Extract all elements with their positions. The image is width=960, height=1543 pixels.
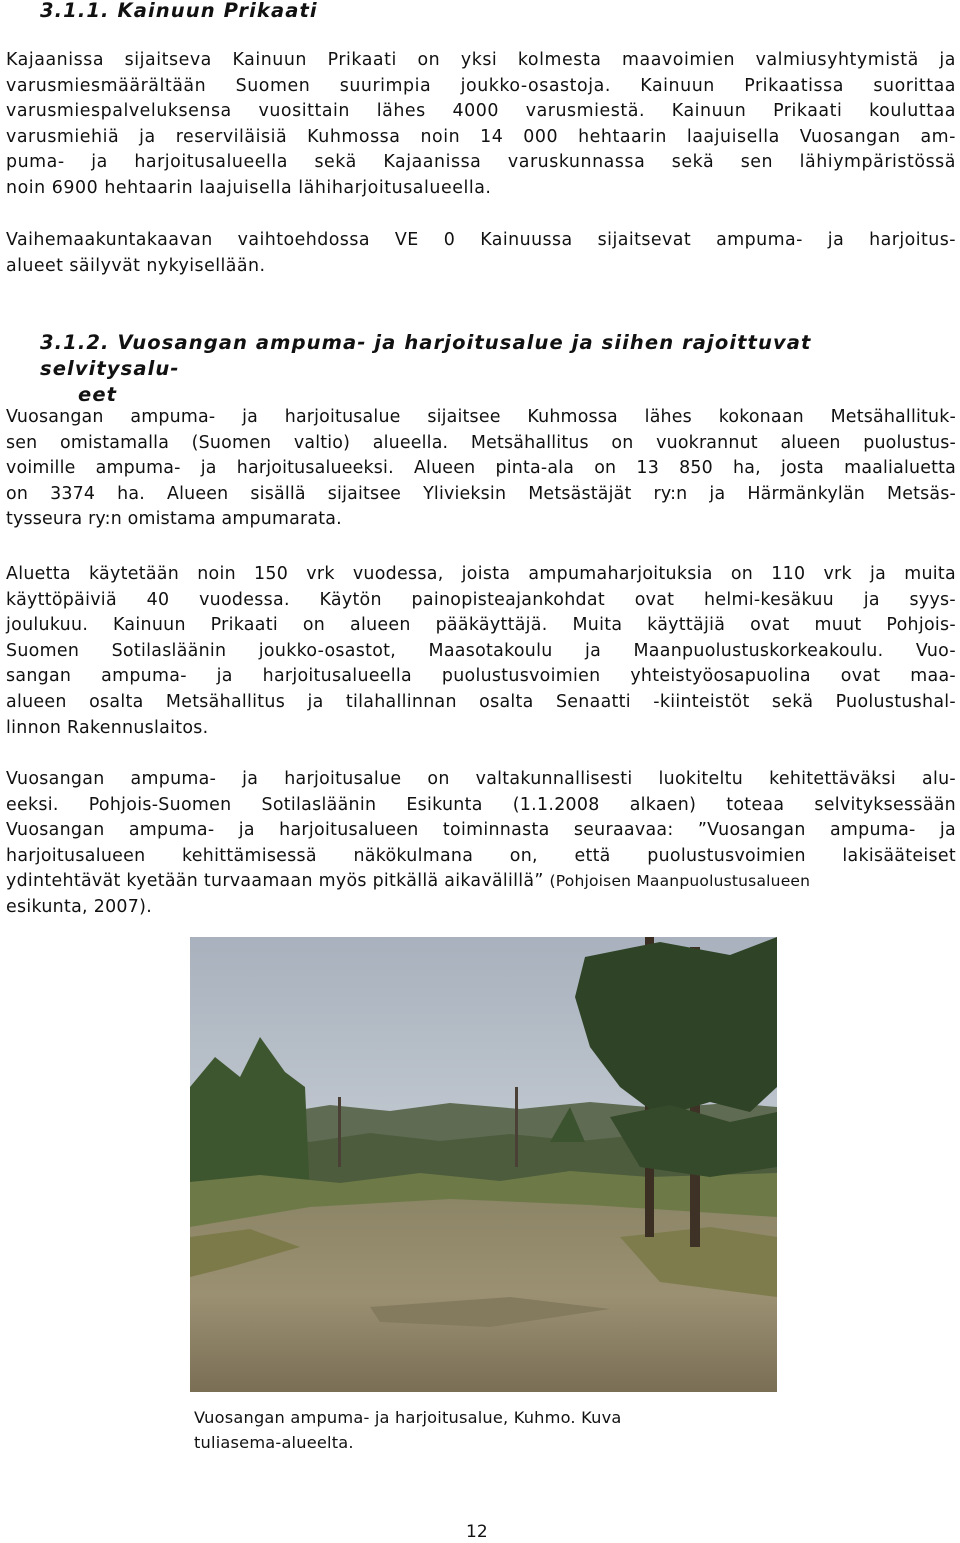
text-line: esikunta, 2007).: [6, 896, 153, 917]
gravel-ground: [190, 1199, 777, 1392]
figure-caption: [194, 1405, 754, 1455]
text-line: varusmiehiä ja reserviläisiä Kuhmossa noin 14 000 hehtaarin laajuisella Vuosangan am-: [6, 126, 956, 147]
paragraph: [6, 562, 956, 741]
paragraph: [6, 767, 956, 921]
section-title-line: eet: [78, 383, 118, 406]
text-line: voimille ampuma- ja harjoitusalueeksi. Alueen pinta-ala on 13 850 ha, josta maalialuetta: [6, 458, 956, 479]
page-number: 12: [466, 1522, 488, 1542]
distant-snag: [338, 1097, 341, 1167]
text-line: sen omistamalla (Suomen valtio) alueella. Metsähallitus on vuokrannut alueen puolustus-: [6, 432, 956, 453]
section-heading-vuosangan: [40, 330, 950, 408]
section-heading-kainuun-prikaati: [40, 0, 318, 24]
text-line: noin 6900 hehtaarin laajuisella lähiharjoitusalueella.: [6, 177, 492, 198]
text-line: Kajaanissa sijaitseva Kainuun Prikaati on yksi kolmesta maavoimien valmiusyhtymistä ja: [6, 50, 956, 70]
caption-line: tuliasema-alueelta.: [194, 1433, 354, 1452]
photo-illustration: [190, 937, 777, 1392]
text-line: käyttöpäiviä 40 vuodessa. Käytön painopisteajankohdat ovat helmi-kesäkuu ja syys-: [6, 589, 956, 610]
text-line: [6, 869, 956, 895]
paragraph: [6, 48, 956, 202]
text-line: Aluetta käytetään noin 150 vrk vuodessa, joista ampumaharjoituksia on 110 vrk ja muita: [6, 564, 956, 584]
text-line: on 3374 ha. Alueen sisällä sijaitsee Ylivieksin Metsästäjät ry:n ja Härmänkylän Metsäs-: [6, 483, 956, 504]
section-title-line: Vuosangan ampuma- ja harjoitusalue ja siihen rajoittuvat selvitysalu-: [40, 331, 812, 380]
paragraph: [6, 228, 956, 279]
text-line: harjoitusalueen kehittämisessä näkökulmana on, että puolustusvoimien lakisääteiset: [6, 845, 956, 866]
text-line: alueet säilyvät nykyisellään.: [6, 255, 266, 276]
caption-line: Vuosangan ampuma- ja harjoitusalue, Kuhmo. Kuva: [194, 1408, 622, 1427]
text-line: linnon Rakennuslaitos.: [6, 717, 209, 738]
text-line: tysseura ry:n omistama ampumarata.: [6, 509, 342, 530]
text-line: joulukuu. Kainuun Prikaati on alueen pääkäyttäjä. Muita käyttäjiä ovat muut Pohjois-: [6, 615, 956, 636]
distant-snag: [515, 1087, 518, 1167]
text-line: puma- ja harjoitusalueella sekä Kajaanissa varuskunnassa sekä sen lähiympäristössä: [6, 152, 956, 173]
paragraph: [6, 405, 956, 533]
text-line: varusmiespalveluksensa vuosittain lähes 4000 varusmiestä. Kainuun Prikaati kouluttaa: [6, 101, 956, 122]
quote-end-text: ydintehtävät kyetään turvaamaan myös pitkällä aikavälillä”: [6, 871, 544, 892]
text-line: Suomen Sotilasläänin joukko-osastot, Maasotakoulu ja Maanpuolustuskorkeakoulu. Vuo-: [6, 640, 956, 661]
text-line: alueen osalta Metsähallitus ja tilahallinnan osalta Senaatti -kiinteistöt sekä Puolustushal-: [6, 691, 956, 712]
section-number: 3.1.2.: [40, 331, 110, 354]
text-line: Vuosangan ampuma- ja harjoitusalueen toiminnasta seuraavaa: ”Vuosangan ampuma- ja: [6, 820, 956, 841]
text-line: Vuosangan ampuma- ja harjoitusalue sijaitsee Kuhmossa lähes kokonaan Metsähallituk-: [6, 407, 956, 427]
section-title: Kainuun Prikaati: [117, 0, 318, 22]
section-number: 3.1.1.: [40, 0, 110, 22]
landscape-photo: [190, 937, 777, 1392]
citation-text: (Pohjoisen Maanpuolustusalueen: [549, 872, 811, 891]
text-line: Vuosangan ampuma- ja harjoitusalue on valtakunnallisesti luokiteltu kehitettäväksi alu-: [6, 769, 956, 789]
text-line: eeksi. Pohjois-Suomen Sotilasläänin Esikunta (1.1.2008 alkaen) toteaa selvityksessään: [6, 794, 956, 815]
text-line: sangan ampuma- ja harjoitusalueella puolustusvoimien yhteistyöosapuolina ovat maa-: [6, 666, 956, 687]
text-line: Vaihemaakuntakaavan vaihtoehdossa VE 0 Kainuussa sijaitsevat ampuma- ja harjoitus-: [6, 230, 956, 250]
text-line: varusmiesmäärältään Suomen suurimpia joukko-osastoja. Kainuun Prikaatissa suorittaa: [6, 75, 956, 96]
